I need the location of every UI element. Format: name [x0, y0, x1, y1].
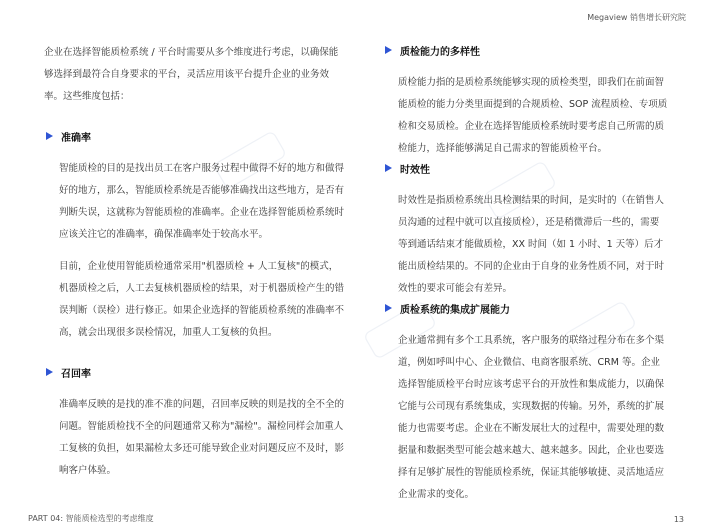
footer-section-label: PART 04: 智能质检选型的考虑维度 — [28, 514, 154, 523]
left-column — [44, 42, 344, 482]
brand-header: Megaview 销售增长研究院 — [587, 13, 686, 22]
section-paragraph: 目前，企业使用智能质检通常采用"机器质检 + 人工复核"的模式，机器质检之后，人工去复核机器质检的结果，对于机器质检产生的错误判断（误检）进行修正。如果企业选择的智能质检系统的准确率不高，就会出现很多误检情况，加重人工复核的负担。 — [59, 261, 345, 338]
section-accuracy — [44, 128, 344, 344]
triangle-bullet-icon — [385, 304, 392, 312]
triangle-bullet-icon — [46, 132, 53, 140]
section-heading — [44, 128, 344, 144]
section-title: 召回率 — [61, 368, 91, 380]
triangle-bullet-icon — [385, 46, 392, 54]
section-timeliness — [383, 160, 668, 300]
section-title: 质检能力的多样性 — [400, 46, 480, 58]
section-title: 准确率 — [61, 132, 91, 144]
triangle-bullet-icon — [385, 164, 392, 172]
section-diversity — [383, 42, 668, 160]
section-paragraph: 企业通常拥有多个工具系统，客户服务的联络过程分布在多个渠道，例如呼叫中心、企业微信、电商客服系统、CRM 等。企业选择智能质检平台时应该考虑平台的开放性和集成能力，以确保它能与公司现有系统集成，实现数据的传输。另外，系统的扩展能力也需要考虑。企业在不断发展壮大的过程中，需要处理的数据量和数据类型可能会越来越大、越来越多。因此，企业也要选择有足够扩展性的智能质检系统，保证其能够敏捷、灵活地适应企业需求的变化。 — [398, 335, 665, 500]
intro-paragraph: 企业在选择智能质检系统 / 平台时需要从多个维度进行考虑，以确保能够选择到最符合自身要求的平台，灵活应用该平台提升企业的业务效率。这些维度包括： — [44, 47, 339, 102]
section-integration — [383, 300, 668, 506]
section-heading — [383, 300, 668, 316]
section-heading — [383, 42, 668, 58]
section-recall — [44, 364, 344, 482]
right-column — [383, 42, 668, 506]
triangle-bullet-icon — [46, 368, 53, 376]
section-heading — [44, 364, 344, 380]
section-paragraph: 智能质检的目的是找出员工在客户服务过程中做得不好的地方和做得好的地方，那么，智能质检系统是否能够准确找出这些地方，是否有判断失误，这就称为智能质检的准确率。企业在选择智能质检系统时应该关注它的准确率，确保准确率处于较高水平。 — [59, 163, 345, 240]
section-title: 时效性 — [400, 164, 430, 176]
section-paragraph: 时效性是指质检系统出具检测结果的时间，是实时的（在销售人员沟通的过程中就可以直接质检），还是稍微滞后一些的，需要等到通话结束才能做质检，XX 时间（如 1 小时、1 天等）后才能出质检结果的。不同的企业由于自身的业务性质不同，对于时效性的要求可能会有差异。 — [398, 195, 665, 294]
section-heading — [383, 160, 668, 176]
section-title: 质检系统的集成扩展能力 — [400, 304, 510, 316]
section-paragraph: 质检能力指的是质检系统能够实现的质检类型，即我们在前面智能质检的能力分类里面提到的合规质检、SOP 流程质检、专项质检和交易质检。企业在选择智能质检系统时要考虑自己所需的质检能力，选择能够满足自己需求的智能质检平台。 — [398, 77, 668, 154]
section-paragraph: 准确率反映的是找的准不准的问题，召回率反映的则是找的全不全的问题。智能质检找不全的问题通常又称为"漏检"。漏检同样会加重人工复核的负担，如果漏检太多还可能导致企业对问题反应不及时，影响客户体验。 — [59, 399, 345, 476]
page-number: 13 — [673, 515, 684, 524]
